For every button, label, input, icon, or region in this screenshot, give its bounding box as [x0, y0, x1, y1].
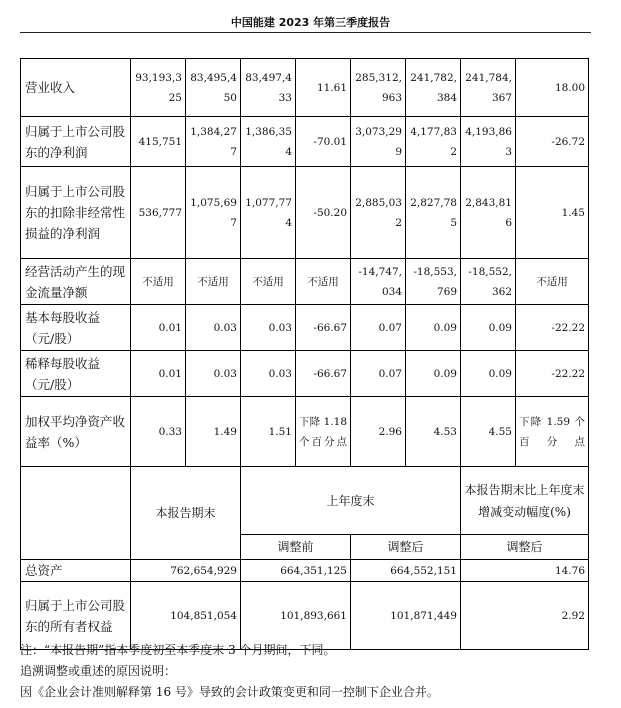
table-cell: 2,885,032 [351, 167, 406, 259]
table-cell: 0.33 [131, 397, 186, 467]
table-cell: 241,782,384 [406, 59, 461, 117]
table-cell: 1.49 [186, 397, 241, 467]
table-cell: 0.01 [131, 351, 186, 397]
table-cell: 664,552,151 [351, 560, 461, 582]
table-cell: 0.09 [461, 305, 516, 351]
table-cell: 101,871,449 [351, 582, 461, 650]
table-cell: 下降 1.18 个百分点 [296, 397, 351, 467]
table-cell: 1,075,697 [186, 167, 241, 259]
table-cell: -26.72 [516, 117, 589, 167]
column-subheader: 调整前 [241, 535, 351, 560]
table-row [21, 351, 589, 397]
table-cell: 2,843,816 [461, 167, 516, 259]
table-cell: -66.67 [296, 305, 351, 351]
table-cell: 0.03 [241, 351, 296, 397]
table-cell: 0.07 [351, 305, 406, 351]
table-cell: 不适用 [131, 259, 186, 305]
footnote-reason-title: 追溯调整或重述的原因说明： [20, 664, 177, 678]
table-cell: 1.51 [241, 397, 296, 467]
table-cell: 下降 1.59 个百分点 [516, 397, 589, 467]
table-cell: -50.20 [296, 167, 351, 259]
table-cell: 241,784,367 [461, 59, 516, 117]
table-row [21, 59, 589, 117]
row-label: 总资产 [21, 560, 131, 582]
table-cell: 83,497,433 [241, 59, 296, 117]
table-cell: -18,553,769 [406, 259, 461, 305]
table-cell: 101,893,661 [241, 582, 351, 650]
column-subheader: 调整后 [351, 535, 461, 560]
table-cell: 104,851,054 [131, 582, 241, 650]
table-cell: 0.03 [186, 351, 241, 397]
table-cell: 536,777 [131, 167, 186, 259]
blank-header-cell [21, 467, 131, 560]
row-label: 营业收入 [21, 59, 131, 117]
table-row [21, 167, 589, 259]
financial-data-table [20, 58, 589, 650]
table-cell: 2,827,785 [406, 167, 461, 259]
table-cell: 762,654,929 [131, 560, 241, 582]
table-cell: -14,747,034 [351, 259, 406, 305]
table-cell: 1,386,354 [241, 117, 296, 167]
table-cell: 0.03 [241, 305, 296, 351]
table-cell: 415,751 [131, 117, 186, 167]
table-cell: 1,077,774 [241, 167, 296, 259]
table-cell: 0.03 [186, 305, 241, 351]
page-title: 中国能建 2023 年第三季度报告 [230, 16, 391, 29]
table-row [21, 467, 589, 535]
table-cell: -70.01 [296, 117, 351, 167]
table-row [21, 259, 589, 305]
table-cell: 4.55 [461, 397, 516, 467]
row-label: 稀释每股收益（元/股） [21, 351, 131, 397]
row-label: 归属于上市公司股东的净利润 [21, 117, 131, 167]
table-cell: 0.07 [351, 351, 406, 397]
table-row [21, 397, 589, 467]
row-label: 基本每股收益（元/股） [21, 305, 131, 351]
table-cell: 不适用 [241, 259, 296, 305]
table-cell: 0.09 [406, 305, 461, 351]
table-cell: 285,312,963 [351, 59, 406, 117]
table-cell: 1,384,277 [186, 117, 241, 167]
table-cell: 14.76 [461, 560, 589, 582]
column-header: 本报告期末比上年度末增减变动幅度(%) [461, 467, 589, 535]
table-cell: 3,073,299 [351, 117, 406, 167]
header-divider [20, 32, 591, 33]
table-cell: 93,193,325 [131, 59, 186, 117]
table-cell: 不适用 [516, 259, 589, 305]
footnote-period: 注：“本报告期”指本季度初至本季度末 3 个月期间，下同。 [20, 643, 336, 657]
table-cell: 不适用 [186, 259, 241, 305]
table-cell: 4.53 [406, 397, 461, 467]
table-cell: -18,552,362 [461, 259, 516, 305]
column-subheader: 调整后 [461, 535, 589, 560]
row-label: 归属于上市公司股东的扣除非经常性损益的净利润 [21, 167, 131, 259]
table-cell: 4,177,832 [406, 117, 461, 167]
table-row [21, 560, 589, 582]
table-cell: 0.09 [406, 351, 461, 397]
table-cell: 1.45 [516, 167, 589, 259]
table-cell: 18.00 [516, 59, 589, 117]
footnote-reason-text: 因《企业会计准则解释第 16 号》导致的会计政策变更和同一控制下企业合并。 [20, 685, 439, 699]
row-label: 经营活动产生的现金流量净额 [21, 259, 131, 305]
column-header: 本报告期末 [131, 467, 241, 560]
table-cell: -66.67 [296, 351, 351, 397]
table-cell: 0.09 [461, 351, 516, 397]
table-cell: -22.22 [516, 305, 589, 351]
table-row [21, 305, 589, 351]
row-label: 归属于上市公司股东的所有者权益 [21, 582, 131, 650]
table-row [21, 117, 589, 167]
table-cell: 0.01 [131, 305, 186, 351]
table-cell: 不适用 [296, 259, 351, 305]
column-header: 上年度末 [241, 467, 461, 535]
footnotes [20, 640, 600, 703]
table-cell: 11.61 [296, 59, 351, 117]
table-cell: 83,495,450 [186, 59, 241, 117]
table-cell: 2.92 [461, 582, 589, 650]
table-cell: 2.96 [351, 397, 406, 467]
table-cell: 4,193,863 [461, 117, 516, 167]
row-label: 加权平均净资产收益率（%） [21, 397, 131, 467]
table-cell: 664,351,125 [241, 560, 351, 582]
table-cell: -22.22 [516, 351, 589, 397]
